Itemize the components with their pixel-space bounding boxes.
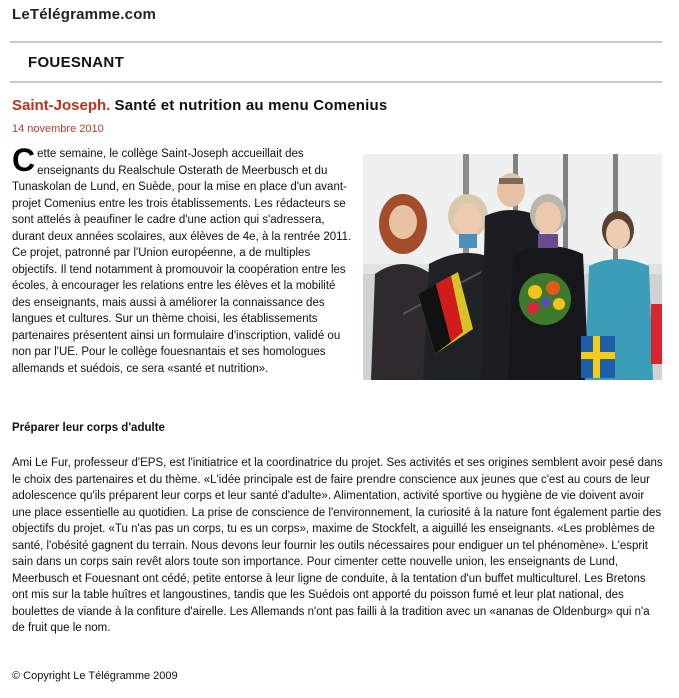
article-body: Ami Le Fur, professeur d'EPS, est l'initiatrice et la coordinatrice du projet. Ses activités et ses origines semblent avoir pesé dans le choix des partenaires et du thème. «L'idée principale est de faire prendre conscience aux jeunes que c'est au cours de leur adolescence qu'ils préparent leur corps et leur santé d'adulte». Alimentation, activité sportive ou hygiène de vie doivent avoir une place essentielle au quotidien. La prise de conscience de l'environnement, la curiosité à la nature font également partie des objectifs du projet. «Tu n'as pas un corps, tu es un corps», maxime de Stockfelt, a aiguillé les enseignants. «Les problèmes de santé, l'obésité gagnent du terrain. Nous devons leur fournir les outils nécessaires pour endiguer un tel phénomène». L'esprit sain dans un corps sain revêt alors toute son importance. Pour cimenter cette nouvelle union, les enseignants de Lund, Meerbusch et Fouesnant ont cédé, petite entorse à leur ligne de conduite, à la tentation d'un buffet multiculturel. Les Bretons ont mis sur la table huîtres et langoustines, tandis que les Suédois ont apporté du poisson fumé et leur plat national, des boulettes de viande à la confiture d'airelle. Les Allemands n'ont pas failli à la tradition avec un «ananas de Oldenburg» qui n'a de fruit que le nom. bbox=[12, 457, 663, 634]
footer-copyright: © Copyright Le Télégramme 2009 bbox=[12, 670, 178, 682]
site-title[interactable]: LeTélégramme.com bbox=[12, 6, 157, 23]
drop-cap: C bbox=[12, 142, 36, 178]
group-photo-image bbox=[363, 154, 662, 380]
article-date: 14 novembre 2010 bbox=[12, 123, 104, 135]
section-divider bbox=[10, 81, 662, 83]
article-headline bbox=[12, 97, 387, 114]
article-photo bbox=[363, 154, 662, 380]
intro-text: ette semaine, le collège Saint-Joseph accueillait des enseignants du Realschule Osterath de Meerbusch et du Tunaskolan de Lund, en Suède, pour la mise en place d'un avant-projet Comenius entre les trois établissements. Les rédacteurs se sont attelés à peaufiner le cadre d'une action qui s'adressera, durant deux années scolaires, aux élèves de 4e, à la rentrée 2011. Ce projet, patronné par l'Union européenne, a de multiples objectifs. Il tend notamment à promouvoir la coopération entre les écoles, à encourager les relations entre les élèves et la mobilité des enseignants, mais aussi à améliorer la connaissance des langues et cultures. Sur un thème choisi, les établissements partenaires présentent ainsi un formulaire d'inscription, validé ou non par l'UE. Pour le collège fouesnantais et ses homologues allemands et suédois, ce sera «santé et nutrition». bbox=[12, 148, 352, 375]
section-title: FOUESNANT bbox=[28, 54, 125, 71]
article-subhead: Préparer leur corps d'adulte bbox=[12, 422, 165, 434]
headline-kicker: Saint-Joseph. bbox=[12, 97, 111, 114]
article-intro bbox=[12, 142, 352, 406]
header-divider bbox=[10, 41, 662, 43]
headline-title: Santé et nutrition au menu Comenius bbox=[114, 97, 388, 114]
